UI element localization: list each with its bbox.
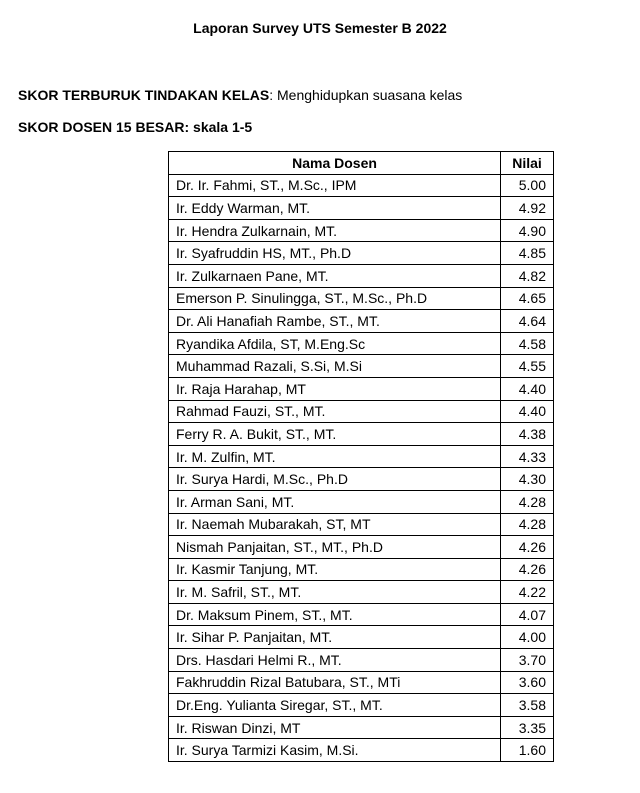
score-cell: 4.38 bbox=[501, 423, 554, 446]
score-cell: 4.28 bbox=[501, 513, 554, 536]
score-cell: 4.40 bbox=[501, 400, 554, 423]
lecturer-name-cell: Ir. M. Safril, ST., MT. bbox=[169, 581, 501, 604]
score-cell: 4.00 bbox=[501, 626, 554, 649]
table-row bbox=[169, 423, 554, 446]
lecturer-name-cell: Ir. Surya Tarmizi Kasim, M.Si. bbox=[169, 739, 501, 762]
lecturer-name-cell: Ir. Syafruddin HS, MT., Ph.D bbox=[169, 242, 501, 265]
table-row bbox=[169, 581, 554, 604]
worst-action-value: Menghidupkan suasana kelas bbox=[277, 87, 463, 103]
table-row bbox=[169, 671, 554, 694]
lecturer-score-line bbox=[18, 118, 252, 136]
score-cell: 4.64 bbox=[501, 310, 554, 333]
table-row bbox=[169, 536, 554, 559]
score-cell: 4.40 bbox=[501, 377, 554, 400]
table-row bbox=[169, 513, 554, 536]
score-cell: 3.60 bbox=[501, 671, 554, 694]
score-cell: 4.07 bbox=[501, 603, 554, 626]
lecturer-name-cell: Ryandika Afdila, ST, M.Eng.Sc bbox=[169, 332, 501, 355]
table-row bbox=[169, 197, 554, 220]
score-cell: 3.35 bbox=[501, 716, 554, 739]
lecturer-name-cell: Muhammad Razali, S.Si, M.Si bbox=[169, 355, 501, 378]
lecturer-name-cell: Ir. Raja Harahap, MT bbox=[169, 377, 501, 400]
lecturer-name-cell: Ir. Arman Sani, MT. bbox=[169, 490, 501, 513]
lecturer-name-cell: Dr. Ir. Fahmi, ST., M.Sc., IPM bbox=[169, 174, 501, 197]
score-cell: 4.55 bbox=[501, 355, 554, 378]
table-row bbox=[169, 445, 554, 468]
table-row bbox=[169, 603, 554, 626]
score-cell: 4.30 bbox=[501, 468, 554, 491]
table-row bbox=[169, 355, 554, 378]
table-row bbox=[169, 377, 554, 400]
lecturer-name-cell: Ir. Riswan Dinzi, MT bbox=[169, 716, 501, 739]
lecturer-name-cell: Dr. Maksum Pinem, ST., MT. bbox=[169, 603, 501, 626]
lecturer-name-cell: Ir. Surya Hardi, M.Sc., Ph.D bbox=[169, 468, 501, 491]
score-cell: 3.70 bbox=[501, 649, 554, 672]
table-row bbox=[169, 716, 554, 739]
lecturer-name-cell: Ir. Zulkarnaen Pane, MT. bbox=[169, 264, 501, 287]
table-row bbox=[169, 468, 554, 491]
score-cell: 4.22 bbox=[501, 581, 554, 604]
score-cell: 4.28 bbox=[501, 490, 554, 513]
lecturer-name-cell: Emerson P. Sinulingga, ST., M.Sc., Ph.D bbox=[169, 287, 501, 310]
lecturer-name-cell: Dr. Ali Hanafiah Rambe, ST., MT. bbox=[169, 310, 501, 333]
worst-action-separator: : bbox=[269, 87, 274, 103]
lecturer-name-cell: Ir. Eddy Warman, MT. bbox=[169, 197, 501, 220]
table-row bbox=[169, 739, 554, 762]
score-cell: 4.85 bbox=[501, 242, 554, 265]
score-cell: 4.26 bbox=[501, 536, 554, 559]
score-cell: 4.82 bbox=[501, 264, 554, 287]
table-row bbox=[169, 242, 554, 265]
document-title: Laporan Survey UTS Semester B 2022 bbox=[193, 20, 447, 36]
lecturer-name-cell: Drs. Hasdari Helmi R., MT. bbox=[169, 649, 501, 672]
table-row bbox=[169, 287, 554, 310]
table-row bbox=[169, 174, 554, 197]
score-cell: 4.92 bbox=[501, 197, 554, 220]
table-row bbox=[169, 490, 554, 513]
lecturer-name-cell: Ir. Hendra Zulkarnain, MT. bbox=[169, 219, 501, 242]
score-cell: 5.00 bbox=[501, 174, 554, 197]
score-cell: 4.90 bbox=[501, 219, 554, 242]
lecturer-score-scale: skala 1-5 bbox=[193, 119, 253, 135]
table-body bbox=[169, 174, 554, 761]
score-cell: 4.58 bbox=[501, 332, 554, 355]
worst-action-label: SKOR TERBURUK TINDAKAN KELAS bbox=[18, 87, 270, 103]
lecturer-name-cell: Ir. Kasmir Tanjung, MT. bbox=[169, 558, 501, 581]
score-cell: 1.60 bbox=[501, 739, 554, 762]
table-row bbox=[169, 264, 554, 287]
lecturer-name-cell: Nismah Panjaitan, ST., MT., Ph.D bbox=[169, 536, 501, 559]
table-row bbox=[169, 649, 554, 672]
lecturer-name-cell: Ir. M. Zulfin, MT. bbox=[169, 445, 501, 468]
lecturer-score-table bbox=[168, 151, 554, 762]
column-header-score: Nilai bbox=[501, 152, 554, 175]
column-header-name: Nama Dosen bbox=[169, 152, 501, 175]
score-cell: 4.26 bbox=[501, 558, 554, 581]
lecturer-score-label: SKOR DOSEN 15 BESAR: bbox=[18, 119, 190, 135]
lecturer-name-cell: Ir. Naemah Mubarakah, ST, MT bbox=[169, 513, 501, 536]
table-row bbox=[169, 400, 554, 423]
table-row bbox=[169, 332, 554, 355]
table-row bbox=[169, 558, 554, 581]
lecturer-name-cell: Dr.Eng. Yulianta Siregar, ST., MT. bbox=[169, 694, 501, 717]
table-row bbox=[169, 310, 554, 333]
score-cell: 4.65 bbox=[501, 287, 554, 310]
lecturer-name-cell: Ferry R. A. Bukit, ST., MT. bbox=[169, 423, 501, 446]
lecturer-name-cell: Ir. Sihar P. Panjaitan, MT. bbox=[169, 626, 501, 649]
table-row bbox=[169, 626, 554, 649]
table-row bbox=[169, 694, 554, 717]
worst-action-line bbox=[18, 86, 462, 104]
lecturer-name-cell: Rahmad Fauzi, ST., MT. bbox=[169, 400, 501, 423]
table-row bbox=[169, 219, 554, 242]
score-cell: 3.58 bbox=[501, 694, 554, 717]
table-header-row bbox=[169, 152, 554, 175]
score-cell: 4.33 bbox=[501, 445, 554, 468]
lecturer-name-cell: Fakhruddin Rizal Batubara, ST., MTi bbox=[169, 671, 501, 694]
